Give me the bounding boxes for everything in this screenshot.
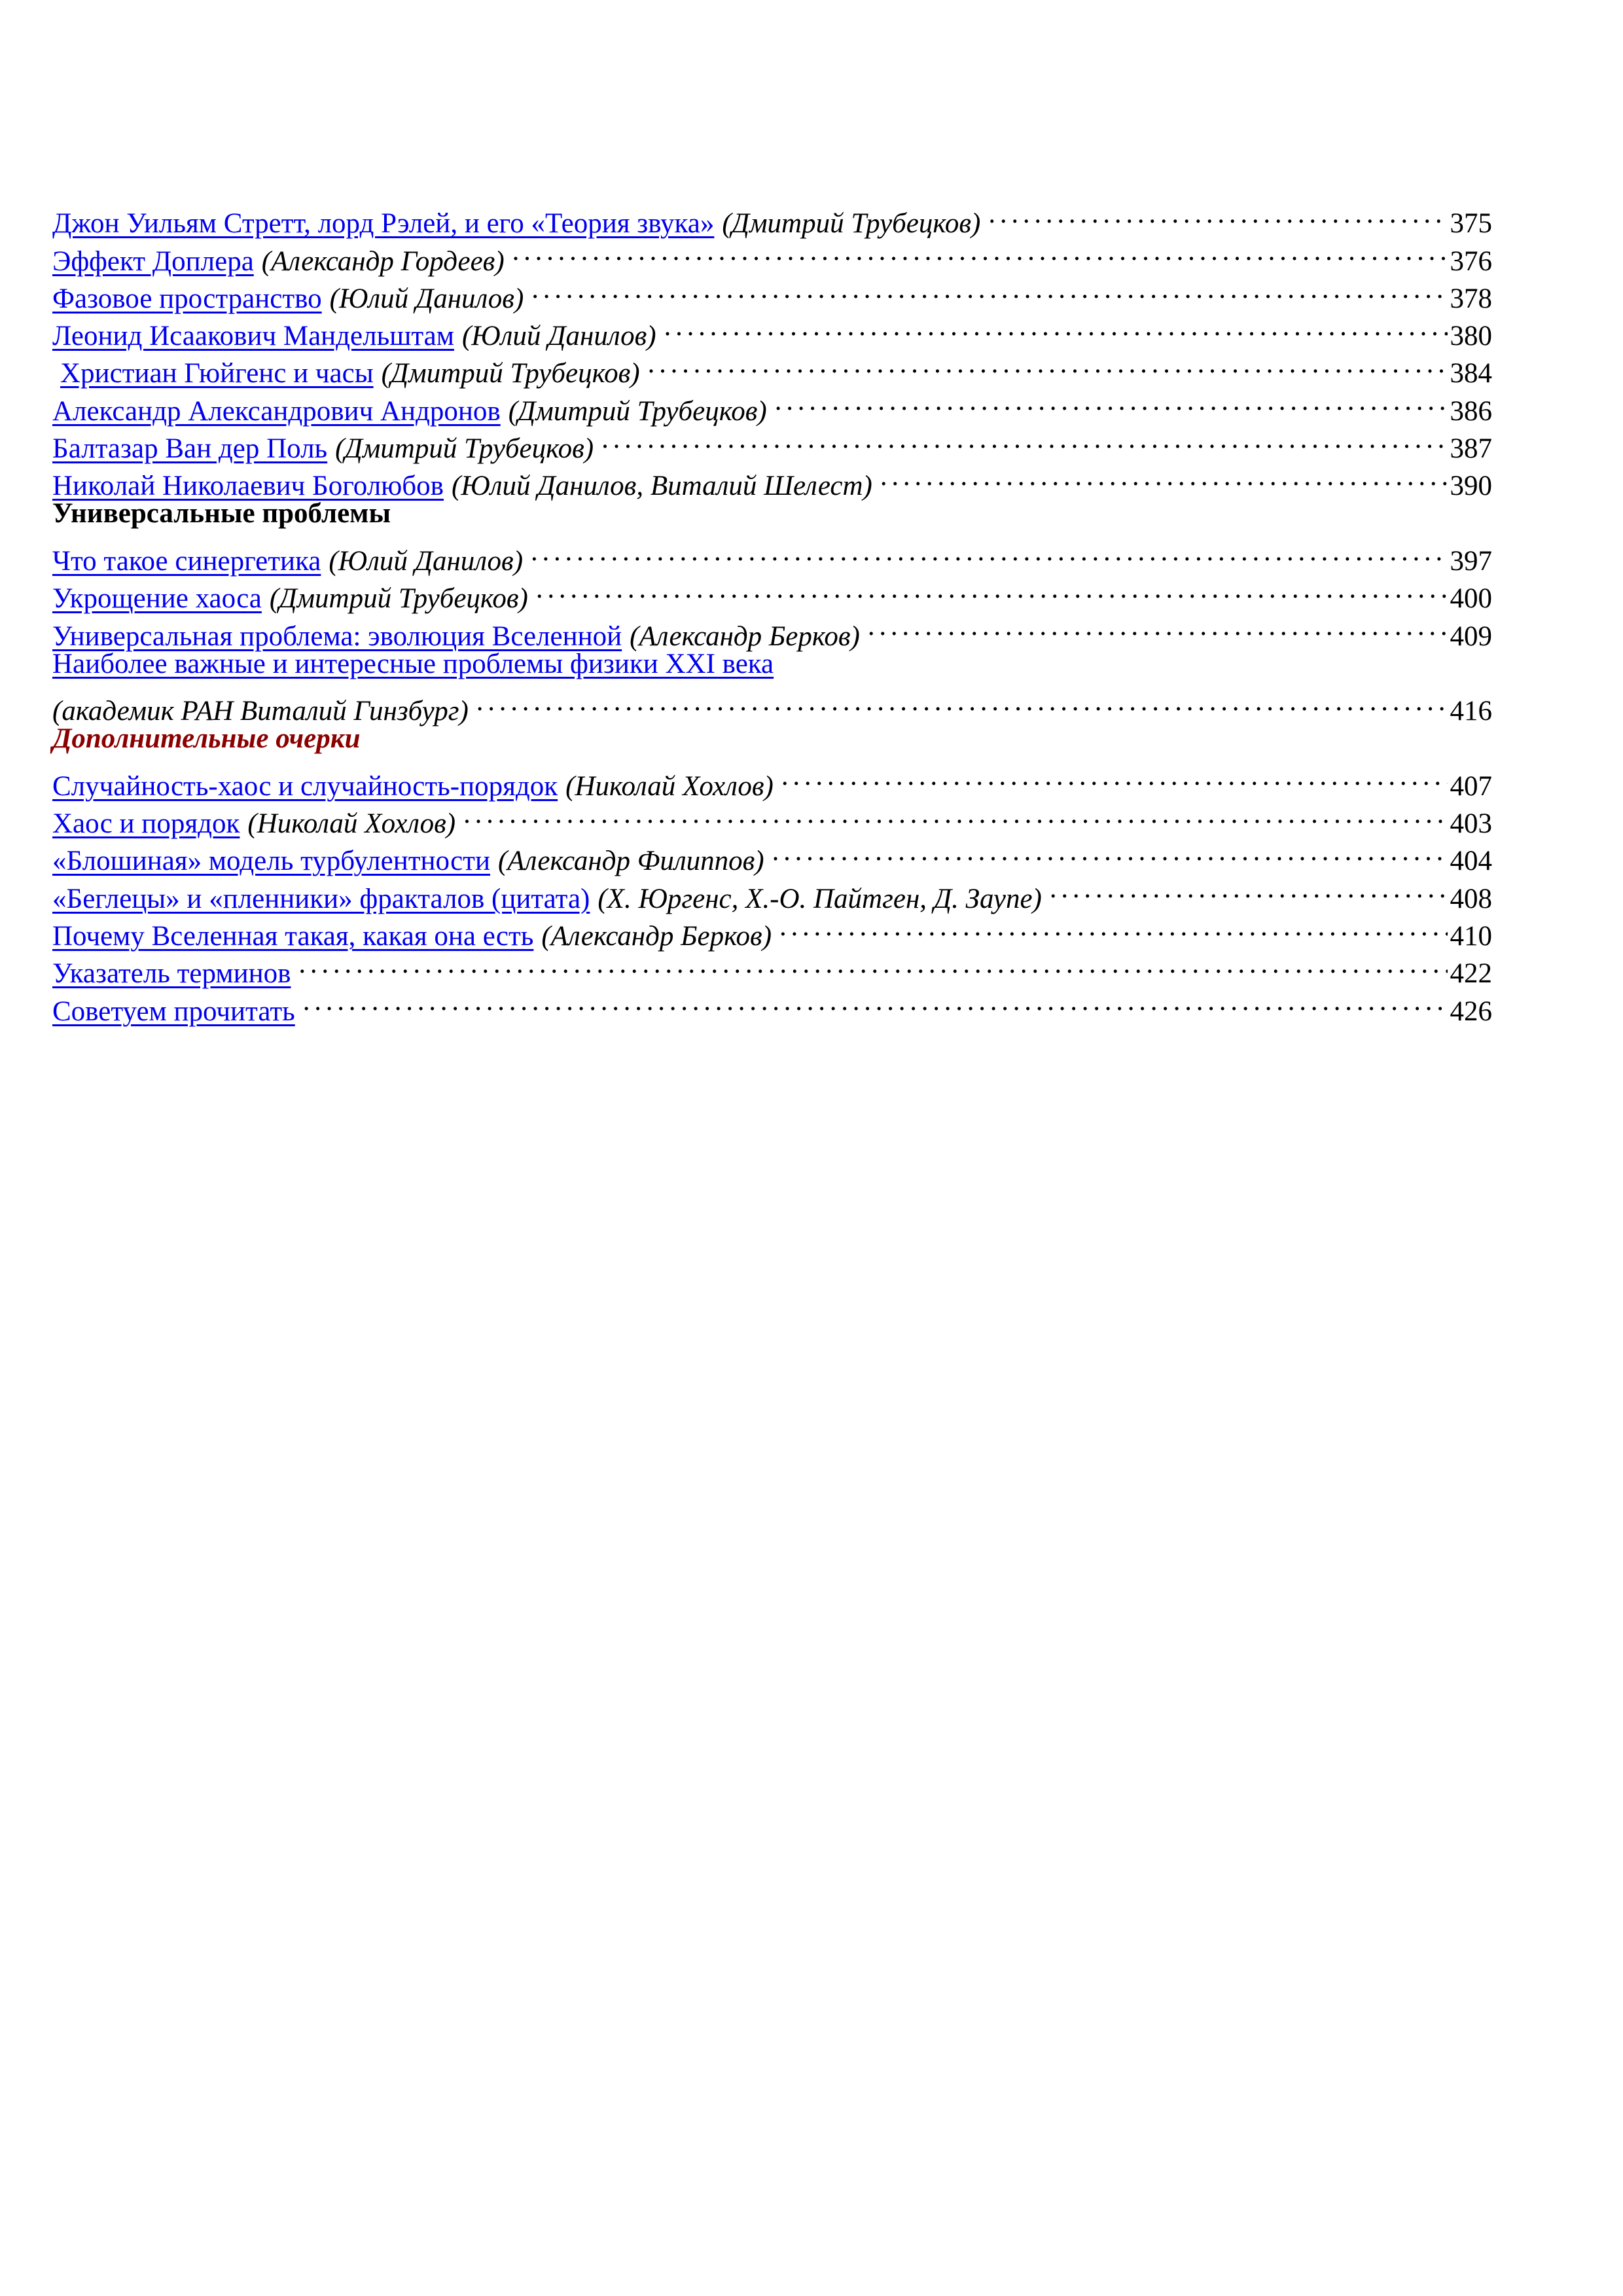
toc-entry-title-line [52,645,1492,683]
toc-entry-author: (Х. Юргенс, Х.-О. Пайтген, Д. Заупе) [597,883,1042,914]
dot-leader [531,533,1447,570]
table-of-contents [52,195,1492,1027]
toc-entry-link[interactable]: Балтазар Ван дер Поль [52,433,328,465]
toc-entry-author: (Николай Хохлов) [565,770,774,802]
toc-entry-page: 410 [1450,920,1492,952]
toc-entry-author: (Юлий Данилов) [461,321,656,352]
toc-entry-author: (Дмитрий Трубецков) [381,358,640,389]
toc-entry-page: 403 [1450,808,1492,840]
toc-entry-page: 390 [1450,471,1492,502]
toc-entry-author: (Дмитрий Трубецков) [335,433,594,465]
toc-entry-page: 407 [1450,770,1492,802]
section-heading: Универсальные проблемы [52,498,391,529]
dot-leader [772,833,1448,870]
toc-entry [52,683,1492,727]
toc-entry-link[interactable]: Советуем прочитать [52,996,295,1027]
toc-entry-author: (Дмитрий Трубецков) [508,395,767,427]
toc-entry-link[interactable]: Наиболее важные и интересные проблемы физики XXI века [52,648,774,679]
dot-leader [779,908,1447,945]
toc-entry-author: (академик РАН Виталий Гинзбург) [52,696,469,727]
toc-entry-link[interactable]: Фазовое пространство [52,283,322,314]
toc-entry-author: (Юлий Данилов) [329,545,524,577]
toc-entry-page: 387 [1450,433,1492,465]
toc-entry-page: 397 [1450,545,1492,577]
toc-entry-link[interactable]: Хаос и порядок [52,808,240,840]
toc-entry-link[interactable]: Николай Николаевич Боголюбов [52,471,444,502]
toc-entry-page: 422 [1450,958,1492,990]
toc-entry-page: 380 [1450,321,1492,352]
toc-entry-link[interactable]: Александр Александрович Андронов [52,395,501,427]
dot-leader [775,382,1448,420]
toc-entry-page: 426 [1450,996,1492,1027]
toc-entry-link[interactable]: Христиан Гюйгенс и часы [60,358,374,389]
toc-entry-page: 409 [1450,620,1492,652]
dot-leader [303,982,1448,1020]
dot-leader [988,195,1447,232]
toc-entry-link[interactable]: Случайность-хаос и случайность-порядок [52,770,558,802]
toc-entry-author: (Александр Берков) [630,620,860,652]
dot-leader [601,420,1447,457]
toc-entry-link[interactable]: Эффект Доплера [52,245,254,277]
toc-entry-page: 376 [1450,245,1492,277]
dot-leader [298,945,1447,982]
toc-entry-page: 408 [1450,883,1492,914]
dot-leader [531,270,1447,308]
toc-entry-link[interactable]: Леонид Исаакович Мандельштам [52,321,454,352]
section-heading-additional: Дополнительные очерки [52,723,361,755]
toc-entry-author: (Юлий Данилов) [329,283,524,314]
toc-entry-page: 386 [1450,395,1492,427]
dot-leader [1050,870,1448,907]
toc-entry [52,533,1492,577]
toc-entry-page: 404 [1450,846,1492,877]
dot-leader [781,757,1448,795]
toc-entry-author: (Дмитрий Трубецков) [722,208,981,240]
toc-entry-page: 384 [1450,358,1492,389]
dot-leader [868,607,1448,645]
dot-leader [463,795,1447,833]
toc-entry-link[interactable]: Указатель терминов [52,958,291,990]
toc-entry-page: 378 [1450,283,1492,314]
toc-entry-author: (Александр Берков) [541,920,772,952]
toc-entry-link[interactable]: Что такое синергетика [52,545,321,577]
toc-entry-link[interactable]: Почему Вселенная такая, какая она есть [52,920,534,952]
toc-entry-link[interactable]: «Блошиная» модель турбулентности [52,846,490,877]
dot-leader [880,457,1448,495]
toc-entry-author: (Юлий Данилов, Виталий Шелест) [452,471,872,502]
dot-leader [536,570,1448,607]
toc-entry [52,195,1492,240]
dot-leader [648,345,1448,382]
toc-entry-author: (Николай Хохлов) [247,808,456,840]
dot-leader [512,232,1448,270]
toc-entry-page: 416 [1450,696,1492,727]
toc-entry [52,607,1492,652]
dot-leader [664,308,1448,345]
toc-entry-author: (Александр Гордеев) [261,245,505,277]
toc-entry-link[interactable]: Универсальная проблема: эволюция Вселенной [52,620,622,652]
toc-entry-page: 375 [1450,208,1492,240]
toc-entry-author: (Дмитрий Трубецков) [269,583,528,615]
toc-entry-link[interactable]: Укрощение хаоса [52,583,262,615]
toc-entry-link[interactable]: Джон Уильям Стретт, лорд Рэлей, и его «Теория звука» [52,208,715,240]
dot-leader [476,683,1448,720]
toc-entry-page: 400 [1450,583,1492,615]
toc-entry [52,757,1492,802]
toc-entry-author: (Александр Филиппов) [497,846,764,877]
toc-entry-link[interactable]: «Беглецы» и «пленники» фракталов (цитата) [52,883,590,914]
